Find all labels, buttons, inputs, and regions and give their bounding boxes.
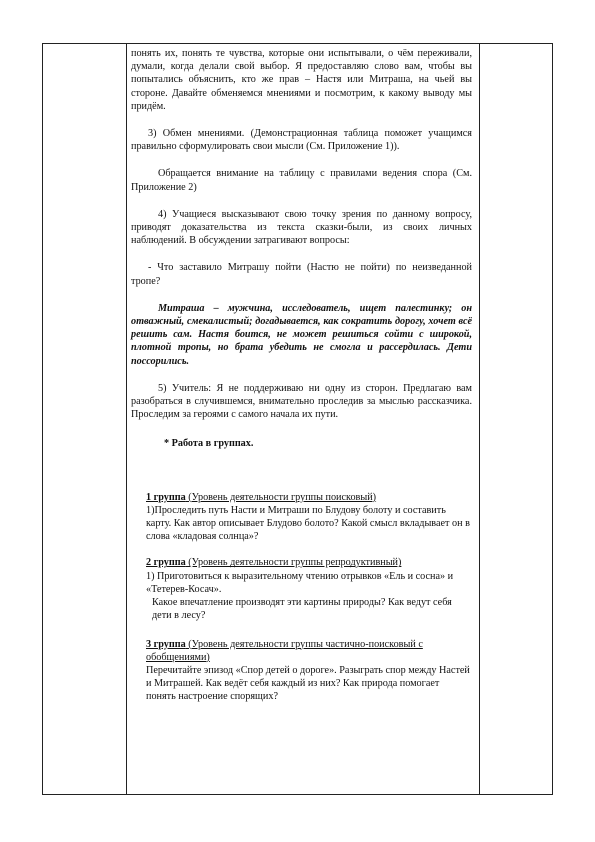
group-3-task: Перечитайте эпизод «Спор детей о дороге». Разыграть спор между Настей и Митрашей. Как ведёт себя каждый из них? Как природа помогает понять настроение спорящих? [146,664,470,703]
group-2-title [146,556,470,569]
group-1-title [146,491,470,504]
group-1-task: 1)Проследить путь Насти и Митраши по Блудову болоту и составить карту. Как автор описывает Блудово болото? Какой смысл вкладывает он в слова «кладовая солнца»? [146,504,470,543]
group-2-label: 2 группа [146,557,186,569]
group-3-label: 3 группа [146,638,186,650]
group-1-label: 1 группа [146,491,186,503]
group-3-title [146,638,470,664]
group-2-task-1: 1) Приготовиться к выразительному чтению отрывков «Ель и сосна» и «Тетерев-Косач». [146,570,454,595]
lesson-content-cell [131,47,472,704]
group-2-task-2: Какое впечатление производят эти картины природы? Как ведут себя дети в лесу? [152,597,452,622]
group-3-level: (Уровень деятельности группы частично-поисковый с обобщениями) [146,638,423,663]
paragraph-dispute-rules: Обращается внимание на таблицу с правилами ведения спора (См. Приложение 2) [131,168,472,193]
group-1-level: (Уровень деятельности группы поисковый) [185,491,377,503]
paragraph-question: - Что заставило Митрашу пойти (Настю не пойти) по неизведанной тропе? [131,262,472,287]
group-2-level: (Уровень деятельности группы репродуктивный) [185,557,402,569]
paragraph-students-viewpoint: 4) Учащиеся высказывают свою точку зрения по данному вопросу, приводят доказательства из текста сказки-были, из своих личных наблюдений. В обсуждении затрагивают вопросы: [131,208,472,247]
table-column-divider-right [479,44,480,794]
paragraph-answer-italic: Митраша – мужчина, исследователь, ищет палестинку; он отважный, смекалистый; догадывается, как сократить дорогу, хочет всё решить сам. Настя боится, не может решиться сойти с широкой, плотной тропы, но брата убедить не смогла и рассердилась. Дети поссорились. [131,302,472,367]
paragraph-opinion-exchange: 3) Обмен мнениями. (Демонстрационная таблица поможет учащимся правильно сформулировать свои мысли (См. Приложение 1)). [131,128,472,153]
paragraph-teacher: 5) Учитель: Я не поддерживаю ни одну из сторон. Предлагаю вам разобраться в случившемся, внимательно проследив за мыслью рассказчика. Проследим за героями с самого начала их пути. [131,382,472,421]
group-2-block [146,556,470,622]
paragraph-intro-continuation: понять их, понять те чувства, которые они испытывали, о чём переживали, думали, когда делали свой выбор. Я предоставляю слово вам, чтобы вы попытались объяснить, кто же прав – Настя или Митраша, на чьей вы стороне. Давайте обменяемся мнениями и посмотрим, к какому выводу мы придём. [131,48,472,112]
table-column-divider-left [126,44,127,794]
group-work-heading: * Работа в группах. [164,438,254,450]
group-1-block [146,491,470,544]
group-3-block [146,638,470,704]
